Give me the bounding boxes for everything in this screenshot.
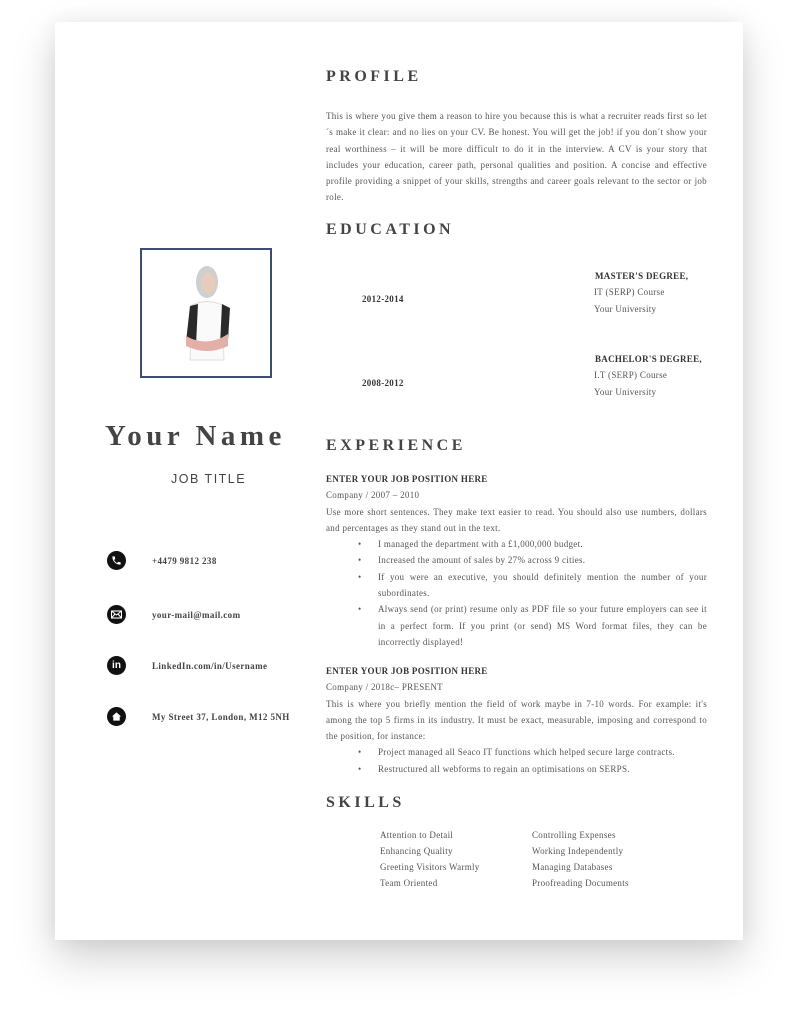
education-heading: EDUCATION <box>326 221 455 238</box>
school: Your University <box>594 386 657 397</box>
school: Your University <box>594 303 657 314</box>
home-icon <box>107 707 126 726</box>
degree: BACHELOR'S DEGREE, <box>595 354 702 364</box>
email-icon <box>107 605 126 624</box>
skill-item: Working Independently <box>532 846 624 856</box>
job-bullet: • If you were an executive, you should definitely mention the number of your subordinates. <box>378 569 707 602</box>
skill-item: Greeting Visitors Warmly <box>380 862 480 872</box>
job-description: This is where you briefly mention the field of work maybe in 7-10 words. For example: it's among the top 5 firms in its industry. It must be exact, measurable, imposing and correspond to the position, for instance: <box>326 698 707 742</box>
job-bullet: • Project managed all Seaco IT functions which helped secure large contracts. <box>378 744 707 760</box>
email-address: your-mail@mail.com <box>152 610 241 620</box>
job-title: JOB TITLE <box>171 472 247 486</box>
job-bullet: • Restructured all webforms to regain an optimisations on SERPS. <box>378 761 707 777</box>
job-description: Use more short sentences. They make text easier to read. You should also use numbers, dollars and percentages as they stand out in the text. <box>326 506 707 533</box>
education-dates: 2008-2012 <box>362 378 404 388</box>
job-company: Company / 2018c– PRESENT <box>326 682 443 693</box>
phone-number: +4479 9812 238 <box>152 556 217 566</box>
address: My Street 37, London, M12 5NH <box>152 712 290 722</box>
skill-item: Controlling Expenses <box>532 830 616 840</box>
skills-heading: SKILLS <box>326 794 405 811</box>
profile-heading: PROFILE <box>326 68 422 85</box>
job-company: Company / 2007 – 2010 <box>326 490 420 501</box>
job-bullet: • Increased the amount of sales by 27% across 9 cities. <box>378 552 707 568</box>
job-bullet: • I managed the department with a £1,000,000 budget. <box>378 536 707 552</box>
experience-heading: EXPERIENCE <box>326 437 466 454</box>
skill-item: Proofreading Documents <box>532 878 629 888</box>
profile-photo <box>140 248 272 378</box>
course: IT (SERP) Course <box>594 287 665 298</box>
skill-item: Team Oriented <box>380 878 438 888</box>
education-entry <box>594 268 688 317</box>
education-dates: 2012-2014 <box>362 294 404 304</box>
skills-column-2 <box>532 827 629 891</box>
profile-text: This is where you give them a reason to hire you because this is what a recruiter reads first so let´s make it clear: and no lies on your CV. Be honest. You will get the job! if you don´t show your real worthiness – it will be more difficult to do it in the interview. A CV is your story that includes your education, career path, personal qualities and position. A concise and effective profile providing a snippet of your skills, strengths and career goals relevant to the sector or job role. <box>326 111 707 203</box>
education-entry <box>594 351 702 400</box>
course: I.T (SERP) Course <box>594 370 668 381</box>
person-name: Your Name <box>105 420 286 452</box>
linkedin-url: LinkedIn.com/in/Username <box>152 661 268 671</box>
experience-job <box>326 663 707 777</box>
linkedin-icon: in <box>107 656 126 675</box>
skill-item: Attention to Detail <box>380 830 454 840</box>
job-position: ENTER YOUR JOB POSITION HERE <box>326 474 488 484</box>
skill-item: Enhancing Quality <box>380 846 453 856</box>
job-bullet: • Always send (or print) resume only as PDF file so your future employers can see it in a perfect form. If you print (or send) MS Word format files, they can be incorrectly displayed! <box>378 601 707 650</box>
skill-item: Managing Databases <box>532 862 613 872</box>
skills-column-1 <box>380 827 480 891</box>
job-position: ENTER YOUR JOB POSITION HERE <box>326 666 488 676</box>
degree: MASTER'S DEGREE, <box>595 271 689 281</box>
person-photo-icon <box>142 250 270 376</box>
phone-icon <box>107 551 126 570</box>
experience-job <box>326 471 707 650</box>
